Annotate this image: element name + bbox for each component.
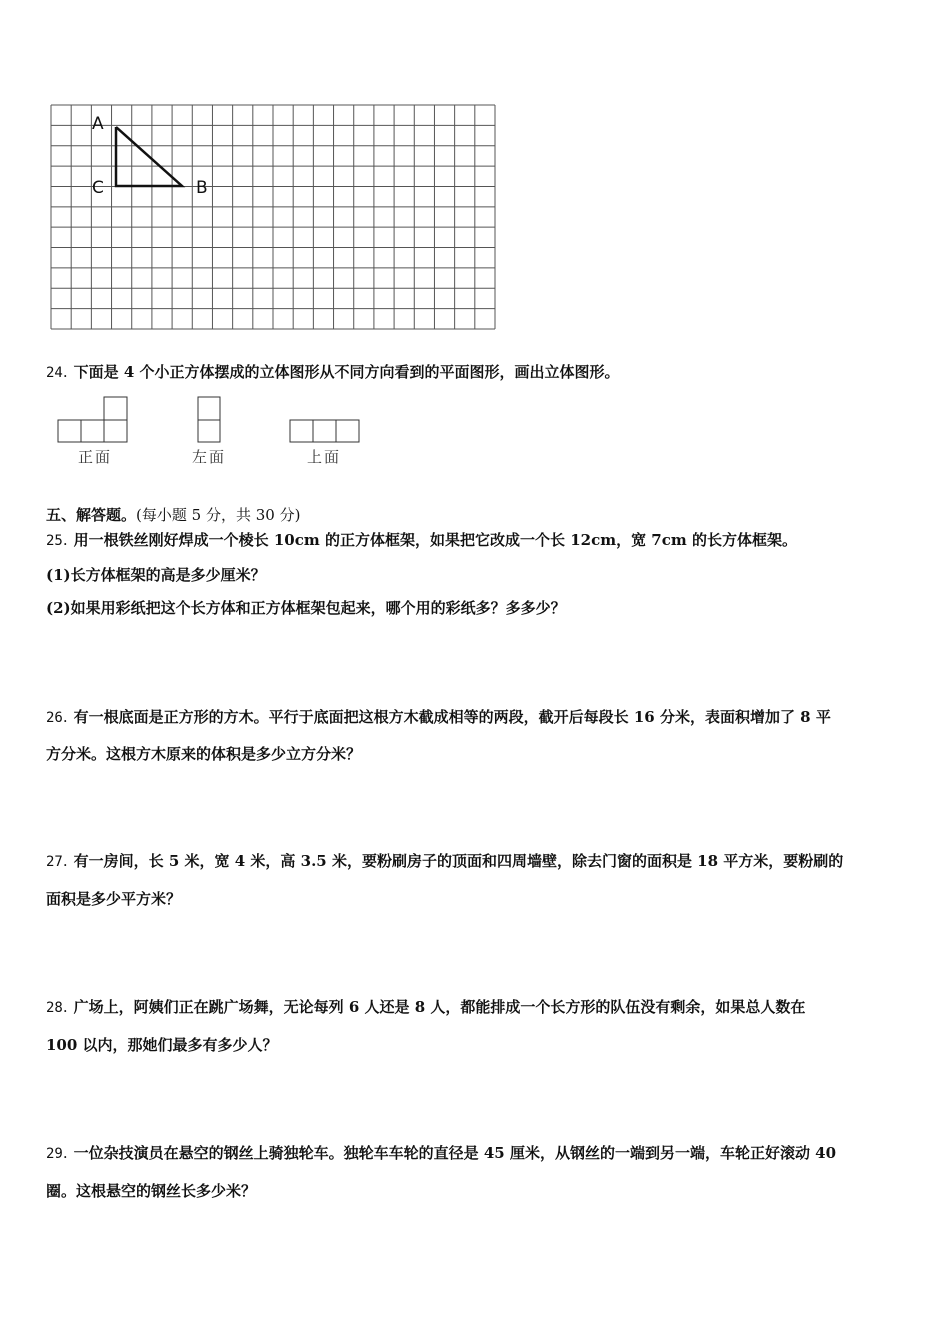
question-27-line-2: 面积是多少平方米？: [46, 890, 182, 908]
question-text-line-1: 一位杂技演员在悬空的钢丝上骑独轮车。独轮车车轮的直径是 45 厘米，从钢丝的一端到另一端，车轮正好滚动 40: [73, 1144, 837, 1162]
label-c: C: [92, 178, 104, 198]
section-title: [46, 504, 300, 525]
question-text-line-1: 有一房间，长 5 米，宽 4 米，高 3.5 米，要粉刷房子的顶面和四周墙壁，除去门窗的面积是 18 平方米，要粉刷的: [73, 852, 844, 870]
question-25: 25. 用一根铁丝刚好焊成一个棱长 10cm 的正方体框架，如果把它改成一个长 12cm，宽 7cm 的长方体框架。: [46, 531, 797, 549]
question-text-line-1: 广场上，阿姨们正在跳广场舞，无论每列 6 人还是 8 人，都能排成一个长方形的队伍没有剩余，如果总人数在: [73, 998, 806, 1016]
question-28: 28. 广场上，阿姨们正在跳广场舞，无论每列 6 人还是 8 人，都能排成一个长方形的队伍没有剩余，如果总人数在: [46, 998, 806, 1016]
question-29-line-2: 圈。这根悬空的钢丝长多少米？: [46, 1182, 257, 1200]
question-text: 下面是 4 个小正方体摆成的立体图形从不同方向看到的平面图形，画出立体图形。: [73, 363, 620, 381]
question-number: 26: [46, 710, 63, 726]
label-b: B: [196, 178, 208, 198]
question-26-line-2: 方分米。这根方木原来的体积是多少立方分米？: [46, 745, 362, 763]
grid-lines: [51, 105, 495, 329]
top-view-shape: [290, 420, 359, 442]
grid-figure: [50, 104, 496, 330]
question-24: 24. 下面是 4 个小正方体摆成的立体图形从不同方向看到的平面图形，画出立体图形。: [46, 363, 620, 381]
question-number: 28: [46, 1000, 63, 1016]
question-28-line-2: 100 以内，那她们最多有多少人？: [46, 1036, 278, 1054]
question-number: 29: [46, 1146, 63, 1162]
question-25-sub-1: (1)长方体框架的高是多少厘米？: [46, 566, 266, 584]
question-29: 29. 一位杂技演员在悬空的钢丝上骑独轮车。独轮车车轮的直径是 45 厘米，从钢丝的一端到另一端，车轮正好滚动 40: [46, 1144, 837, 1162]
question-27: 27. 有一房间，长 5 米，宽 4 米，高 3.5 米，要粉刷房子的顶面和四周墙壁，除去门窗的面积是 18 平方米，要粉刷的: [46, 852, 844, 870]
question-text-line-1: 有一根底面是正方形的方木。平行于底面把这根方木截成相等的两段，截开后每段长 16 分米，表面积增加了 8 平: [73, 708, 831, 726]
left-view-label: 左面: [192, 448, 227, 466]
section-title-text: 五、解答题。: [46, 506, 137, 524]
top-view-label: 上面: [307, 448, 342, 466]
front-view-label: 正面: [78, 448, 113, 466]
question-number: 27: [46, 854, 63, 870]
left-view-shape: [198, 397, 220, 442]
three-views-figure: [56, 394, 366, 446]
question-26: 26. 有一根底面是正方形的方木。平行于底面把这根方木截成相等的两段，截开后每段长 16 分米，表面积增加了 8 平: [46, 708, 831, 726]
section-note: (每小题 5 分，共 30 分): [136, 506, 301, 524]
question-text: 用一根铁丝刚好焊成一个棱长 10cm 的正方体框架，如果把它改成一个长 12cm，宽 7cm 的长方体框架。: [73, 531, 797, 549]
question-number: 24: [46, 365, 63, 381]
label-a: A: [92, 114, 104, 134]
question-25-sub-2: (2)如果用彩纸把这个长方体和正方体框架包起来，哪个用的彩纸多？多多少？: [46, 599, 566, 617]
question-number: 25: [46, 533, 63, 549]
front-view-shape: [58, 397, 127, 442]
